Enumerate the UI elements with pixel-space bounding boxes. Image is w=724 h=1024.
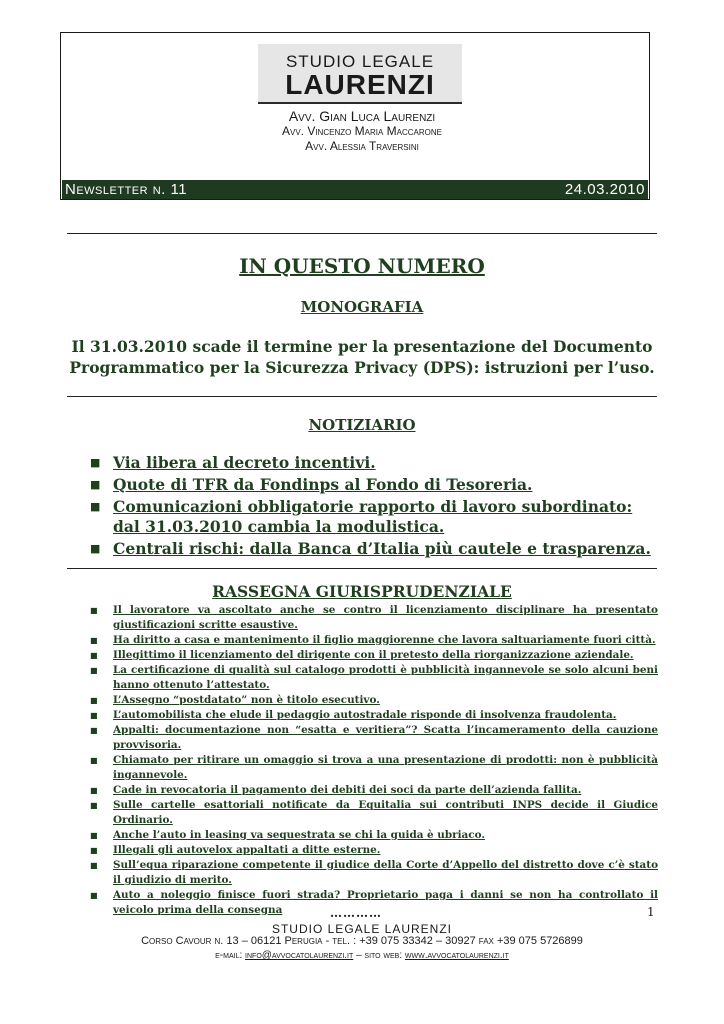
list-item	[88, 723, 658, 753]
list-item	[88, 798, 658, 828]
newsletter-bar	[62, 180, 648, 199]
rassegna-list	[88, 603, 658, 918]
bullet-icon: ■	[90, 800, 98, 810]
bullet-icon: ■	[90, 650, 98, 660]
divider	[67, 233, 657, 234]
news-link[interactable]: Via libera al decreto incentivi.	[113, 453, 376, 472]
bullet-icon: ■	[90, 456, 101, 469]
list-item	[88, 663, 658, 693]
monografia-heading: MONOGRAFIA	[300, 298, 424, 316]
bullet-icon: ■	[90, 695, 98, 705]
rassegna-link[interactable]: Sull’equa riparazione competente il giudice della Corte d’Appello del distretto dove c’è stato il giudizio di merito.	[113, 859, 658, 886]
list-item	[88, 693, 658, 708]
rassegna-link[interactable]: La certificazione di qualità sul catalogo prodotti è pubblicità ingannevole se solo alcuni beni hanno ottenuto l’attestato.	[113, 664, 658, 691]
newsletter-date: 24.03.2010	[564, 181, 645, 198]
rassegna-link[interactable]: Illegali gli autovelox appaltati a ditte esterne.	[113, 844, 381, 856]
bullet-icon: ■	[90, 635, 98, 645]
footer-address: Corso Cavour n. 13 – 06121 Perugia - tel. : +39 075 33342 – 30927 fax +39 075 5726899	[141, 935, 583, 947]
email-label: e-mail:	[215, 950, 243, 961]
bullet-icon: ■	[90, 785, 98, 795]
bullet-icon: ■	[90, 605, 98, 615]
logo-line-2: LAURENZI	[285, 69, 435, 100]
notiziario-heading: NOTIZIARIO	[308, 416, 416, 434]
rassegna-link[interactable]: L’Assegno “postdatato” non è titolo esecutivo.	[113, 694, 380, 706]
list-item	[88, 648, 658, 663]
bullet-icon: ■	[90, 500, 101, 513]
list-item	[88, 453, 658, 473]
lawyer-second: Avv. Vincenzo Maria Maccarone	[281, 124, 443, 138]
page-number: 1	[647, 905, 655, 919]
rassegna-link[interactable]: Auto a noleggio finisce fuori strada? Proprietario paga i danni se non ha controllato il veicolo prima della consegna	[113, 889, 658, 916]
list-item	[88, 497, 658, 537]
rassegna-link[interactable]: Il lavoratore va ascoltato anche se contro il licenziamento disciplinare ha presentato giustificazioni scritte esaustive.	[113, 604, 658, 631]
rassegna-link[interactable]: L’automobilista che elude il pedaggio autostradale risponde di insolvenza fraudolenta.	[113, 709, 617, 721]
list-item	[88, 783, 658, 798]
firm-logo	[258, 44, 462, 104]
page-title: IN QUESTO NUMERO	[239, 254, 485, 278]
notiziario-list	[88, 453, 658, 561]
lawyer-third: Avv. Alessia Traversini	[305, 139, 419, 153]
bullet-icon: ■	[90, 478, 101, 491]
list-item	[88, 708, 658, 723]
list-item	[88, 633, 658, 648]
logo-line-1: STUDIO LEGALE	[285, 52, 435, 71]
bullet-icon: ■	[90, 845, 98, 855]
bullet-icon: ■	[90, 725, 98, 735]
monografia-link[interactable]: Il 31.03.2010 scade il termine per la presentazione del Documento Programmatico per la Sicurezza Privacy (DPS): istruzioni per l’uso.	[69, 337, 655, 377]
news-link[interactable]: Quote di TFR da Fondinps al Fondo di Tesoreria.	[113, 475, 533, 494]
list-item	[88, 539, 658, 559]
rassegna-link[interactable]: Cade in revocatoria il pagamento dei debiti dei soci da parte dell’azienda fallita.	[113, 784, 582, 796]
rassegna-link[interactable]: Sulle cartelle esattoriali notificate da Equitalia sui contributi INPS decide il Giudice Ordinario.	[113, 799, 658, 826]
rassegna-heading: RASSEGNA GIURISPRUDENZIALE	[212, 582, 512, 601]
email-link[interactable]: info@avvocatolaurenzi.it	[245, 950, 354, 961]
list-item	[88, 753, 658, 783]
rassegna-link[interactable]: Appalti: documentazione non “esatta e veritiera”? Scatta l’incameramento della cauzione provvisoria.	[113, 724, 658, 751]
footer-firm: STUDIO LEGALE LAURENZI	[271, 922, 453, 936]
news-link[interactable]: Comunicazioni obbligatorie rapporto di lavoro subordinato: dal 31.03.2010 cambia la modulistica.	[113, 497, 633, 536]
lawyer-main: Avv. Gian Luca Laurenzi	[288, 108, 436, 124]
footer-contacts	[0, 950, 724, 961]
rassegna-link[interactable]: Anche l’auto in leasing va sequestrata se chi la guida è ubriaco.	[113, 829, 485, 841]
bullet-icon: ■	[90, 755, 98, 765]
bullet-icon: ■	[90, 542, 101, 555]
bullet-icon: ■	[90, 860, 98, 870]
bullet-icon: ■	[90, 890, 98, 900]
rassegna-link[interactable]: Illegittimo il licenziamento del dirigente con il pretesto della riorganizzazione aziendale.	[113, 649, 634, 661]
bullet-icon: ■	[90, 665, 98, 675]
website-link[interactable]: www.avvocatolaurenzi.it	[404, 950, 509, 961]
rassegna-link[interactable]: Chiamato per ritirare un omaggio si trova a una presentazione di prodotti: non è pubblicità ingannevole.	[113, 754, 658, 781]
list-item	[88, 828, 658, 843]
list-item	[88, 603, 658, 633]
bullet-icon: ■	[90, 830, 98, 840]
divider	[67, 396, 657, 397]
list-item	[88, 858, 658, 888]
bullet-icon: ■	[90, 710, 98, 720]
divider	[67, 568, 657, 569]
rassegna-link[interactable]: Ha diritto a casa e mantenimento il figlio maggiorenne che lavora saltuariamente fuori città.	[113, 634, 656, 646]
footer-dots: …………	[330, 906, 382, 920]
web-label: sito web:	[364, 950, 403, 961]
news-link[interactable]: Centrali rischi: dalla Banca d’Italia più cautele e trasparenza.	[113, 539, 651, 558]
footer-separator: –	[356, 950, 362, 961]
list-item	[88, 475, 658, 495]
newsletter-number: Newsletter n. 11	[65, 181, 188, 198]
list-item	[88, 843, 658, 858]
